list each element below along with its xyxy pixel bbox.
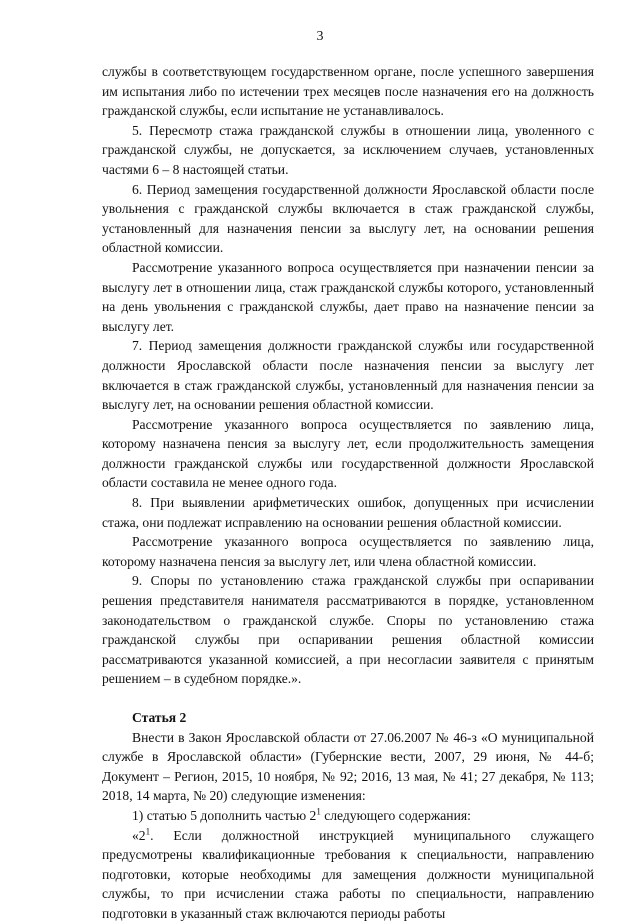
paragraph-part-8-review: Рассмотрение указанного вопроса осуществляется по заявлению лица, которому назначена пенсия за выслугу лет, или члена областной комиссии. [102,534,594,569]
quote-superscript: 1 [145,826,151,837]
quote-open: «2 [132,827,146,843]
item-1-superscript: 1 [316,806,321,817]
paragraph-part-7-review: Рассмотрение указанного вопроса осуществляется по заявлению лица, которому назначена пенсия за выслугу лет, если продолжительность замещения должности гражданской службы или государственной должности Ярославской области составила не менее одного года. [102,416,594,491]
paragraph-part-8: 8. При выявлении арифметических ошибок, допущенных при исчислении стажа, они подлежат исправлению на основании решения областной комиссии. [102,495,594,530]
document-body [102,62,594,924]
article-2-intro: Внести в Закон Ярославской области от 27.06.2007 № 46-з «О муниципальной службе в Ярославской области» (Губернские вести, 2007, 29 июня, № 44-б; Документ – Регион, 2015, 10 ноября, № 92; 2016, 13 мая, № 41; 27 декабря, № 113; 2018, 14 марта, № 20) следующие изменения: [102,729,594,804]
page-number: 3 [316,29,324,44]
item-1-text-end: следующего содержания: [320,807,471,823]
paragraph-part-7: 7. Период замещения должности гражданской службы или государственной должности Ярославской области после назначения пенсии за выслугу лет включается в стаж гражданской службы, установленный для назначения пенсии за выслугу лет, на основании решения областной комиссии. [102,338,594,413]
paragraph-part-6-review: Рассмотрение указанного вопроса осуществляется при назначении пенсии за выслугу лет в отношении лица, стаж гражданской службы которого, установленный на день увольнения с гражданской службы, дает право на назначение пенсии за выслугу лет. [102,259,594,334]
paragraph-part-6: 6. Период замещения государственной должности Ярославской области после увольнения с гражданской службы включается в стаж гражданской службы, установленный для назначения пенсии за выслугу лет, на основании решения областной комиссии. [102,181,594,256]
article-2-quote [102,826,594,924]
paragraph-part-9: 9. Споры по установлению стажа гражданской службы при оспаривании решения представителя нанимателя рассматриваются в порядке, установленном законодательством о гражданской службе. Споры по установлению стажа гражданской службы при оспаривании решения областной комиссии рассматриваются указанной комиссией, а при несогласии заявителя с принятым решением – в судебном порядке.». [102,573,594,687]
item-1-text: 1) статью 5 дополнить частью 2 [132,807,317,823]
paragraph-part-5: 5. Пересмотр стажа гражданской службы в отношении лица, уволенного с гражданской службы, не допускается, за исключением случаев, установленных частями 6 – 8 настоящей статьи. [102,122,594,177]
article-2-item-1 [102,806,594,826]
quote-text: . Если должностной инструкцией муниципального служащего предусмотрены квалификационные требования к специальности, направлению подготовки, которые необходимы для замещения должности муниципальной службы, то при исчислении стажа работы по специальности, направлению подготовки в указанный стаж включаются периоды работы [102,827,594,921]
paragraph-continuation: службы в соответствующем государственном органе, после успешного завершения им испытания либо по истечении трех месяцев после назначения его на должность гражданской службы, если испытание не устанавливалось. [102,64,594,119]
article-2-heading: Статья 2 [132,710,187,725]
